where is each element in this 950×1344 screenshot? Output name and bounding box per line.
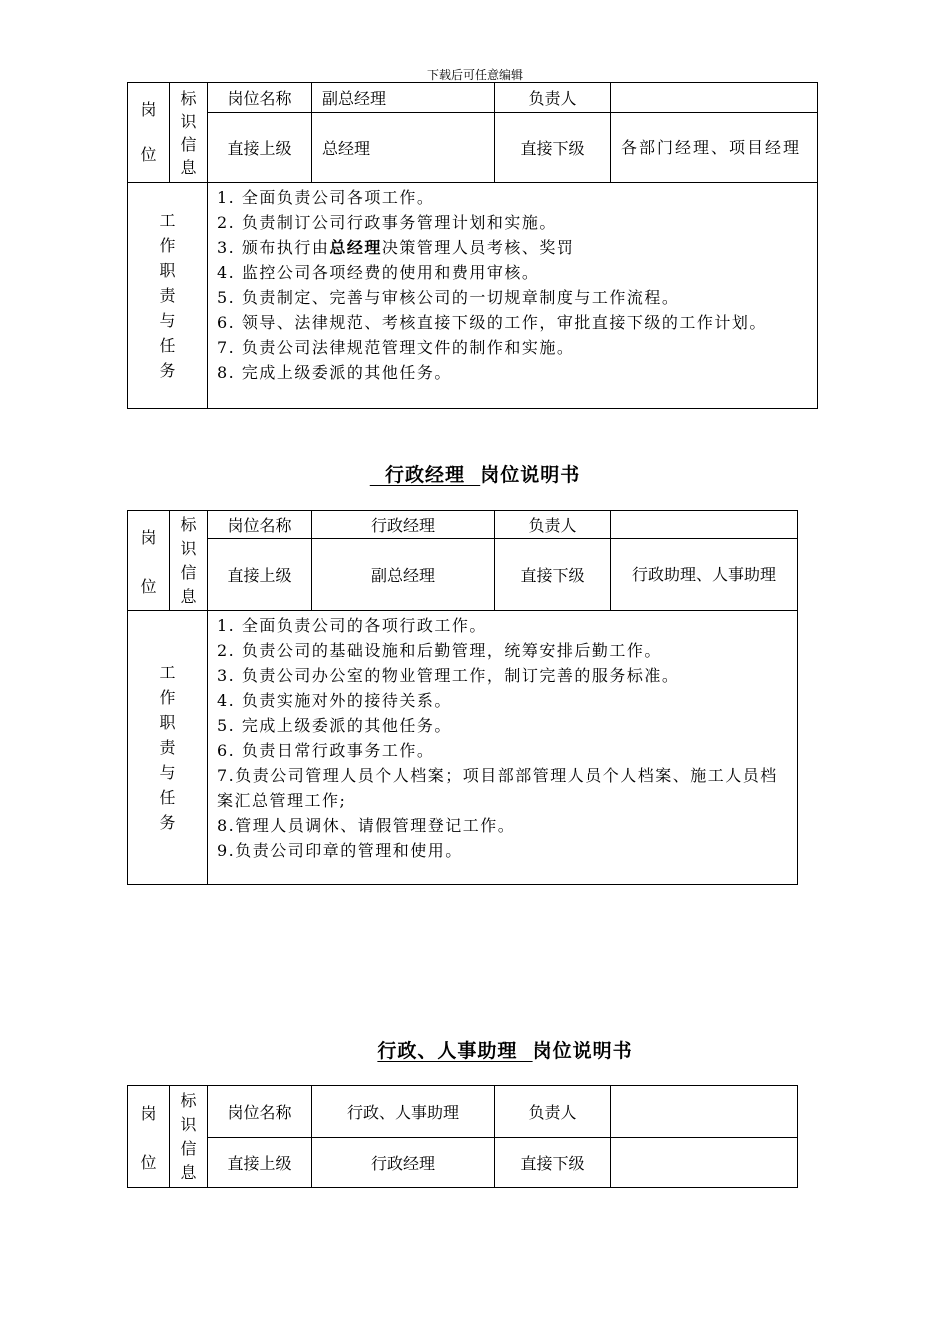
duty-item: 4. 监控公司各项经费的使用和费用审核。 (217, 263, 540, 282)
duty-item: 7.负责公司管理人员个人档案；项目部部管理人员个人档案、施工人员档案汇总管理工作; (217, 766, 778, 810)
superior-value: 行政经理 (312, 1138, 495, 1188)
duty-item: 2. 负责制订公司行政事务管理计划和实施。 (217, 213, 557, 232)
duties-label: 工 作 职 责 与 任 务 (128, 611, 208, 885)
responsible-label: 负责人 (495, 1086, 611, 1138)
superior-label: 直接上级 (208, 1138, 312, 1188)
duties-list (208, 611, 798, 885)
identity-info-label: 标 识 信 息 (170, 1086, 208, 1188)
duty-item: 3. 负责公司办公室的物业管理工作，制订完善的服务标准。 (217, 666, 680, 685)
job-table-deputy-gm (127, 82, 818, 409)
header-note: 下载后可任意编辑 (426, 68, 523, 82)
position-name-label: 岗位名称 (208, 1086, 312, 1138)
gangwei-label: 岗 位 (128, 1086, 170, 1188)
title-rest: 岗位说明书 (532, 1040, 633, 1062)
superior-value: 副总经理 (312, 539, 495, 611)
duty-item: 4. 负责实施对外的接待关系。 (217, 691, 452, 710)
duty-item: 1. 全面负责公司的各项行政工作。 (217, 616, 487, 635)
responsible-label: 负责人 (495, 83, 611, 113)
subordinate-label: 直接下级 (495, 539, 611, 611)
gangwei-label: 岗 位 (128, 83, 170, 183)
title-admin-hr-assistant (0, 1036, 950, 1063)
title-underlined: 行政、人事助理 (377, 1040, 533, 1062)
job-table-admin-hr-assistant (127, 1085, 798, 1188)
duty-item: 8. 完成上级委派的其他任务。 (217, 363, 452, 382)
responsible-value (611, 83, 818, 113)
subordinate-label: 直接下级 (495, 1138, 611, 1188)
subordinate-value: 行政助理、人事助理 (611, 539, 798, 611)
subordinate-value: 各部门经理、项目经理 (611, 113, 818, 183)
superior-label: 直接上级 (208, 113, 312, 183)
superior-value: 总经理 (312, 113, 495, 183)
responsible-value (611, 511, 798, 539)
position-name-value: 行政、人事助理 (312, 1086, 495, 1138)
position-name-label: 岗位名称 (208, 511, 312, 539)
title-underlined: 行政经理 (369, 464, 481, 486)
duty-item: 2. 负责公司的基础设施和后勤管理，统筹安排后勤工作。 (217, 641, 662, 660)
duties-label: 工 作 职 责 与 任 务 (128, 183, 208, 409)
duty-item: 5. 完成上级委派的其他任务。 (217, 716, 452, 735)
duty-item: 7. 负责公司法律规范管理文件的制作和实施。 (217, 338, 575, 357)
duty-item: 1. 全面负责公司各项工作。 (217, 188, 435, 207)
position-name-value: 行政经理 (312, 511, 495, 539)
gangwei-label: 岗 位 (128, 511, 170, 611)
duty-item: 8.管理人员调休、请假管理登记工作。 (217, 816, 516, 835)
duty-item: 5. 负责制定、完善与审核公司的一切规章制度与工作流程。 (217, 288, 680, 307)
title-admin-manager (0, 460, 950, 487)
duties-list (208, 183, 818, 409)
subordinate-label: 直接下级 (495, 113, 611, 183)
identity-info-label: 标 识 信 息 (170, 83, 208, 183)
position-name-value: 副总经理 (312, 83, 495, 113)
responsible-label: 负责人 (495, 511, 611, 539)
title-rest: 岗位说明书 (480, 464, 581, 486)
superior-label: 直接上级 (208, 539, 312, 611)
duty-item: 3. 颁布执行由总经理决策管理人员考核、奖罚 (217, 238, 575, 257)
duty-item: 6. 领导、法律规范、考核直接下级的工作，审批直接下级的工作计划。 (217, 313, 767, 332)
responsible-value (611, 1086, 798, 1138)
duty-item: 6. 负责日常行政事务工作。 (217, 741, 435, 760)
job-table-admin-manager (127, 510, 798, 885)
identity-info-label: 标 识 信 息 (170, 511, 208, 611)
duty-item: 9.负责公司印章的管理和使用。 (217, 841, 463, 860)
position-name-label: 岗位名称 (208, 83, 312, 113)
subordinate-value (611, 1138, 798, 1188)
